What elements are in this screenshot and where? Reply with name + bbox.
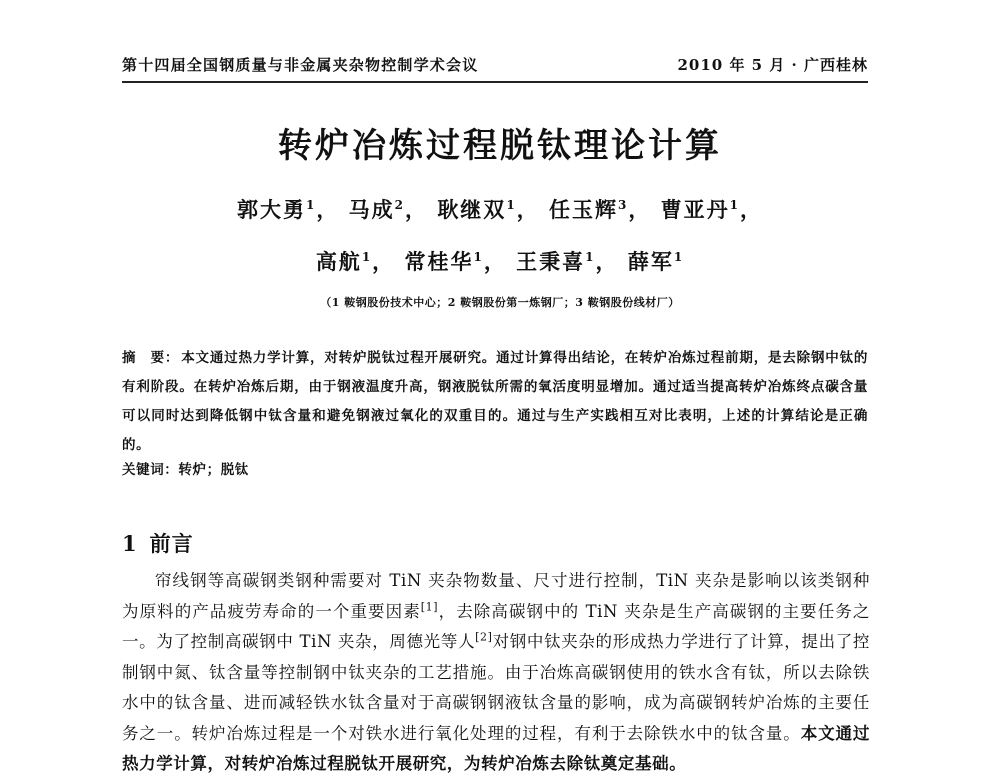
section-heading xyxy=(122,528,194,558)
author-affiliation-mark: 3 xyxy=(617,198,629,212)
citation-ref: [2] xyxy=(475,630,493,644)
keywords-text: 转炉；脱钛 xyxy=(178,462,249,478)
keywords-label: 关键词： xyxy=(122,462,179,478)
author-affiliation-mark: 1 xyxy=(729,198,741,212)
body-text-final: 本文通过热力学计算，对转炉冶炼过程脱钛开展研究，为转炉冶炼去除钛奠定基础。 xyxy=(122,723,870,773)
section-number: 1 xyxy=(122,531,138,556)
conference-date-place: 2010 年 5 月 · 广西桂林 xyxy=(677,56,868,74)
author-name: 常桂华 xyxy=(404,249,474,274)
paper-title: 转炉冶炼过程脱钛理论计算 xyxy=(278,126,722,166)
abstract-label: 摘 要： xyxy=(122,350,180,366)
affiliations: （1 鞍钢股份技术中心；2 鞍钢股份第一炼钢厂；3 鞍钢股份线材厂） xyxy=(320,296,680,309)
citation-ref: [1] xyxy=(420,600,439,613)
author-line-2: 高航$^1$， 常桂华$^1$， 王秉喜$^1$， 薛军$^1$ xyxy=(315,249,685,274)
author-affiliation-mark: 1 xyxy=(673,250,685,264)
body-text: 对钢中钛夹杂的形成热力学进行了计算，提出了控制钢中氮、钛含量等控制钢中钛夹杂的工艺措施。由于冶炼高碳钢使用的铁水含有钛，所以去除铁水中的钛含量、进而减轻铁水钛含量对于高碳钢钢液钛含量的影响，成为高碳钢转炉冶炼的主要任务之一。转炉冶炼过程是一个对铁水进行氧化处理的过程，有利于去除铁水中的钛含量。 xyxy=(122,632,870,743)
author-name: 耿继双 xyxy=(437,197,507,222)
section-title: 前言 xyxy=(149,531,194,556)
author-affiliation-mark: 1 xyxy=(305,198,317,212)
author-name: 高航 xyxy=(315,249,362,274)
body-text: 帘线钢等高碳钢类钢种需要对 TiN 夹杂物数量、尺寸进行控制，TiN 夹杂是影响以该类钢种为原料的产品疲劳寿命的一个重要因素 xyxy=(122,571,870,621)
author-affiliation-mark: 1 xyxy=(361,250,373,264)
author-affiliation-mark: 2 xyxy=(394,198,405,212)
author-line-1: 郭大勇$^1$， 马成$^2$， 耿继双$^1$， 任玉辉$^3$， 曹亚丹$^1$， xyxy=(236,197,764,222)
author-affiliation-mark: 1 xyxy=(585,250,596,264)
abstract-text: 本文通过热力学计算，对转炉脱钛过程开展研究。通过计算得出结论，在转炉冶炼过程前期，是去除钢中钛的有利阶段。在转炉冶炼后期，由于钢液温度升高，钢液脱钛所需的氧活度明显增加。通过适当提高转炉冶炼终点碳含量可以同时达到降低钢中钛含量和避免钢液过氧化的双重目的。通过与生产实践相互对比表明，上述的计算结论是正确的。 xyxy=(122,350,868,453)
author-name: 薛军 xyxy=(627,249,674,274)
author-name: 曹亚丹 xyxy=(660,197,730,222)
author-name: 王秉喜 xyxy=(516,249,586,274)
running-header xyxy=(122,54,868,83)
author-name: 任玉辉 xyxy=(548,197,618,222)
body-text: ，去除高碳钢中的 TiN 夹杂是生产高碳钢的主要任务之一。为了控制高碳钢中 TiN 夹杂，周德光等人 xyxy=(122,601,870,651)
author-name: 马成 xyxy=(348,197,395,222)
author-affiliation-mark: 1 xyxy=(473,250,484,264)
author-affiliation-mark: 1 xyxy=(506,198,517,212)
keywords xyxy=(122,458,868,478)
abstract xyxy=(122,344,868,460)
conference-name: 第十四届全国钢质量与非金属夹杂物控制学术会议 xyxy=(122,56,479,74)
body-paragraph xyxy=(122,566,870,780)
author-name: 郭大勇 xyxy=(236,197,306,222)
